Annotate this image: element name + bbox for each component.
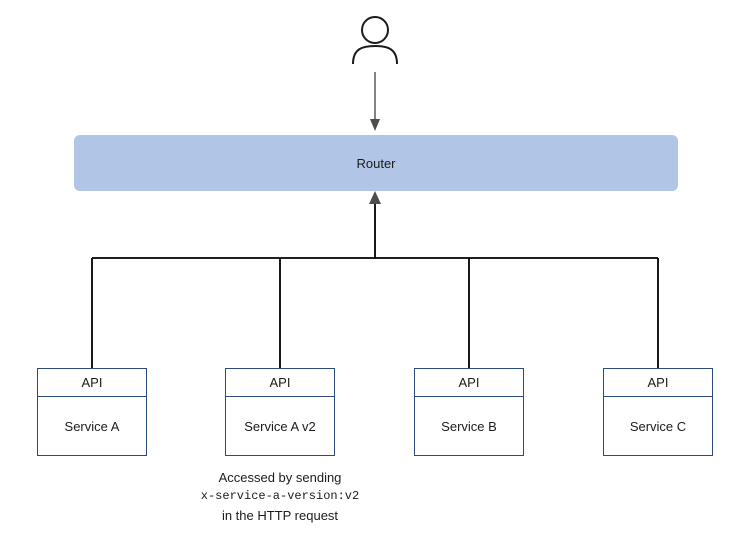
- arrow-bus-to-router: [369, 191, 381, 258]
- note-line-2: x-service-a-version:v2: [200, 489, 360, 503]
- service-c-name: Service C: [629, 418, 687, 434]
- service-a-header: API: [38, 369, 146, 397]
- connector-bus: [92, 258, 658, 369]
- service-node-a-v2[interactable]: [225, 368, 335, 456]
- service-node-b[interactable]: [414, 368, 524, 456]
- service-a-v2-note: [170, 468, 390, 525]
- note-line-3: in the HTTP request: [221, 508, 339, 523]
- service-node-a[interactable]: [37, 368, 147, 456]
- router-node[interactable]: [74, 135, 678, 191]
- service-node-c[interactable]: [603, 368, 713, 456]
- user-icon: [353, 17, 397, 64]
- service-b-header: API: [415, 369, 523, 397]
- note-line-1: Accessed by sending: [218, 470, 342, 485]
- service-c-header: API: [604, 369, 712, 397]
- service-a-v2-name: Service A v2: [244, 418, 316, 434]
- service-b-name: Service B: [441, 418, 497, 434]
- service-a-name: Service A: [64, 418, 120, 434]
- router-label: Router: [356, 155, 396, 171]
- arrow-user-to-router: [370, 72, 380, 131]
- service-a-v2-header: API: [226, 369, 334, 397]
